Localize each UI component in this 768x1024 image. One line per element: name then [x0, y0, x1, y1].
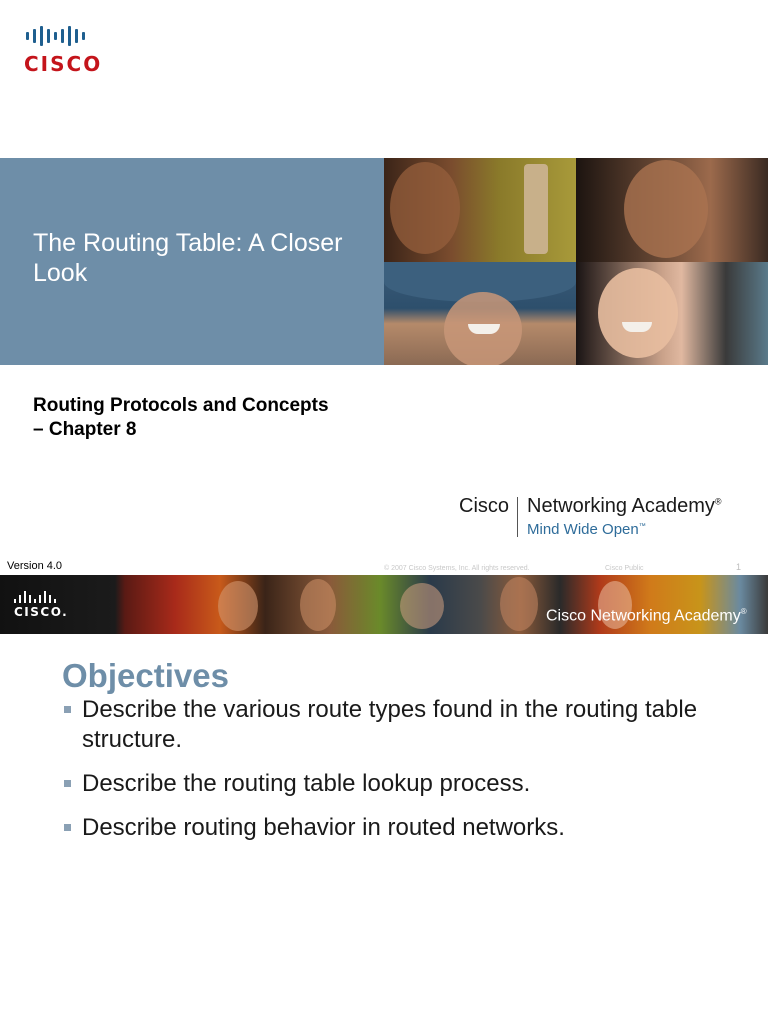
objective-text: Describe routing behavior in routed networks. [82, 814, 565, 841]
objective-text: Describe the various route types found in the routing table structure. [82, 696, 698, 753]
photo-man-smiling [576, 158, 768, 262]
header-banner [0, 575, 768, 634]
networking-academy-logo [459, 495, 759, 545]
list-item [62, 695, 702, 755]
version-label: Version 4.0 [7, 560, 63, 572]
square-bullet-icon [64, 824, 71, 831]
academy-brand: Cisco [459, 495, 510, 517]
square-bullet-icon [64, 706, 71, 713]
banner-academy-label [546, 607, 747, 625]
cisco-logo-text: CISCO [24, 52, 103, 76]
objective-text: Describe the routing table lookup process. [82, 770, 531, 797]
academy-registered-mark: ® [714, 496, 722, 507]
classification-label: Cisco Public [605, 565, 644, 572]
page-number: 1 [736, 562, 742, 572]
copyright-notice: © 2007 Cisco Systems, Inc. All rights reserved. [384, 565, 530, 572]
cisco-banner-logo-text: CISCO. [14, 605, 69, 619]
banner-academy-text: Cisco Networking Academy [546, 607, 741, 625]
objectives-title: Objectives [62, 657, 229, 694]
cisco-banner-logo-icon [14, 591, 84, 603]
academy-tagline [527, 521, 646, 538]
photo-collage [384, 158, 768, 365]
photo-woman-smiling [576, 262, 768, 365]
academy-divider [517, 497, 518, 537]
academy-trademark: ™ [638, 523, 646, 530]
cisco-logo-icon [26, 24, 120, 48]
academy-name [527, 495, 722, 518]
deck-title: The Routing Table: A Closer Look [33, 229, 343, 287]
photo-man-skateboard [384, 158, 576, 262]
cisco-banner-logo [14, 591, 84, 621]
objectives-slide [0, 575, 768, 1024]
banner-registered-mark: ® [740, 607, 747, 616]
deck-subtitle: Routing Protocols and Concepts – Chapter 8 [33, 395, 329, 440]
academy-name-text: Networking Academy [527, 495, 715, 517]
list-item [62, 813, 702, 843]
list-item [62, 769, 702, 799]
photo-hooded-smile [384, 262, 576, 365]
square-bullet-icon [64, 780, 71, 787]
cisco-logo [24, 24, 120, 76]
objectives-list [62, 695, 702, 857]
academy-tagline-text: Mind Wide Open [527, 521, 639, 538]
